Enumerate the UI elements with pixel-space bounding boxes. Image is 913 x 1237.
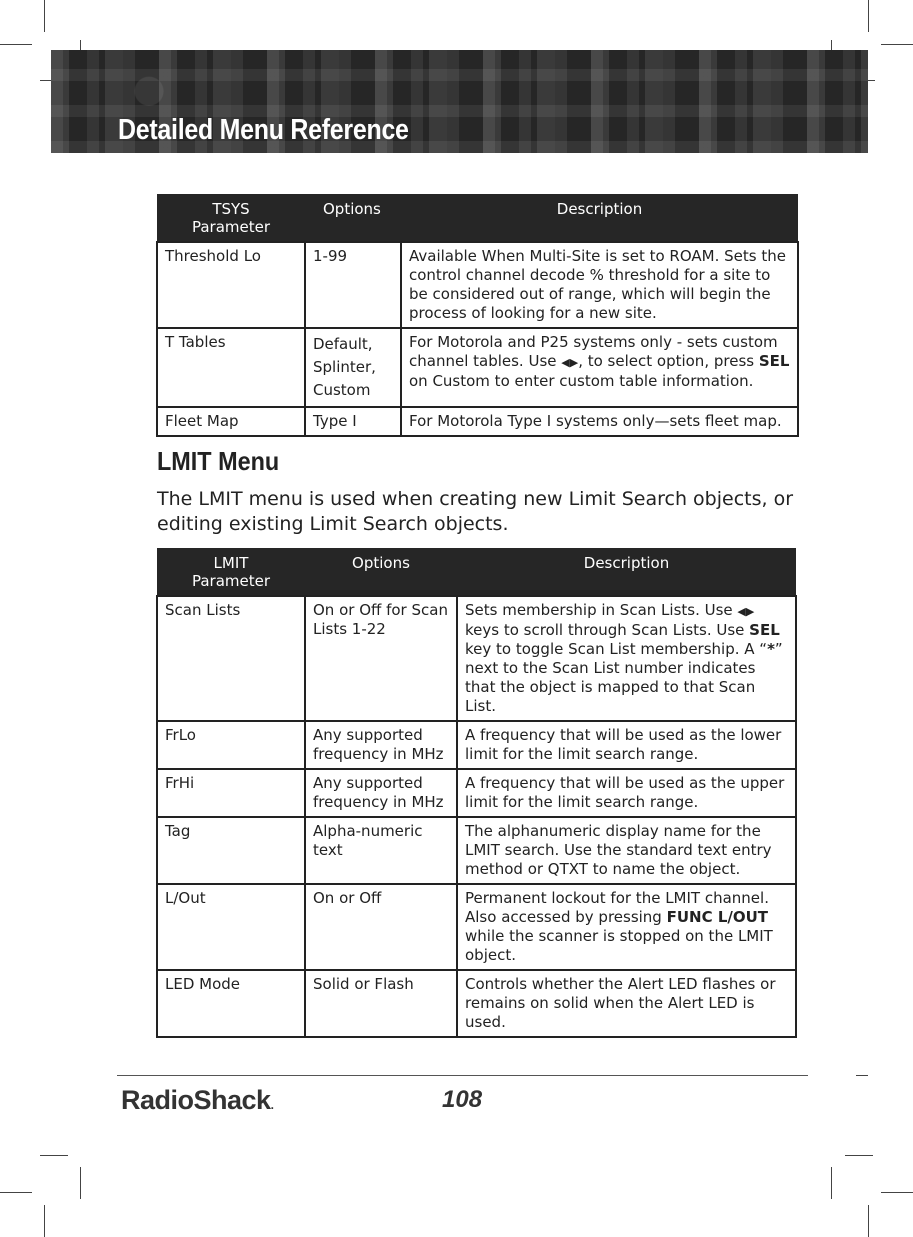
param-cell: Fleet Map [157,407,305,436]
crop-mark [44,1205,45,1237]
crop-mark [881,1192,913,1193]
crop-mark [0,44,32,45]
logo-dot: . [270,1098,274,1112]
table-header-row [157,548,796,596]
param-cell: L/Out [157,884,305,970]
param-cell: T Tables [157,328,305,407]
param-cell: Threshold Lo [157,242,305,328]
param-cell: Tag [157,817,305,884]
description-cell: Permanent lockout for the LMIT channel. Also accessed by pressing FUNC L/OUT while the scanner is stopped on the LMIT object. [457,884,796,970]
param-cell: Scan Lists [157,596,305,721]
crop-mark [881,44,913,45]
options-cell: Default, Splinter, Custom [305,328,401,407]
column-header: Options [305,194,401,242]
left-right-arrows-icon: ◀▶ [737,605,755,618]
column-header: Description [401,194,798,242]
options-cell: On or Off for Scan Lists 1-22 [305,596,457,721]
table-row [157,817,796,884]
table-row [157,970,796,1037]
asterisk-symbol: * [767,640,775,658]
description-cell: Available When Multi-Site is set to ROAM. Sets the control channel decode % threshold for a site to be considered out of range, which will begin the process of looking for a new site. [401,242,798,328]
options-cell: On or Off [305,884,457,970]
crop-mark [0,1192,32,1193]
options-cell: Type I [305,407,401,436]
description-cell: A frequency that will be used as the lower limit for the limit search range. [457,721,796,769]
crop-mark [80,1167,81,1199]
crop-mark [845,1155,873,1156]
crop-mark [40,1155,68,1156]
table-row [157,328,798,407]
footer-divider [117,1075,808,1076]
table-row [157,596,796,721]
crop-mark [44,0,45,32]
table-header-row [157,194,798,242]
options-cell: Alpha-numeric text [305,817,457,884]
section-heading: LMIT Menu [157,446,280,476]
description-cell: Sets membership in Scan Lists. Use ◀▶ keys to scroll through Scan Lists. Use SEL key to toggle Scan List membership. A “*” next to the Scan List number indicates that the object is mapped to that Scan List. [457,596,796,721]
table-row [157,884,796,970]
page-title: Detailed Menu Reference [118,114,409,146]
options-cell: Any supported frequency in MHz [305,721,457,769]
left-right-arrows-icon: ◀▶ [561,356,579,369]
param-cell: FrLo [157,721,305,769]
description-cell: The alphanumeric display name for the LMIT search. Use the standard text entry method or QTXT to name the object. [457,817,796,884]
description-cell: For Motorola Type I systems only—sets fleet map. [401,407,798,436]
crop-mark [868,0,869,32]
crop-mark [831,1167,832,1199]
tsys-table [156,194,799,437]
lmit-table [156,548,797,1038]
sel-key-label: SEL [758,352,790,370]
description-cell: For Motorola and P25 systems only - sets custom channel tables. Use ◀▶, to select option, press SEL on Custom to enter custom table information. [401,328,798,407]
param-cell: FrHi [157,769,305,817]
param-cell: LED Mode [157,970,305,1037]
column-header: Description [457,548,796,596]
column-header: TSYS Parameter [157,194,305,242]
crop-mark [868,1205,869,1237]
options-cell: Solid or Flash [305,970,457,1037]
table-row [157,769,796,817]
options-cell: Any supported frequency in MHz [305,769,457,817]
column-header: Options [305,548,457,596]
sel-key-label: SEL [749,621,780,639]
crop-mark [856,1075,868,1076]
brand-logo: RadioShack. [121,1085,274,1115]
column-header: LMIT Parameter [157,548,305,596]
func-lout-key-label: FUNC L/OUT [666,908,769,926]
description-cell: Controls whether the Alert LED flashes or remains on solid when the Alert LED is used. [457,970,796,1037]
table-row [157,721,796,769]
page-number: 108 [442,1086,483,1113]
section-intro: The LMIT menu is used when creating new Limit Search objects, or editing existing Limit Search objects. [157,488,793,535]
table-row [157,407,798,436]
description-cell: A frequency that will be used as the upper limit for the limit search range. [457,769,796,817]
table-row [157,242,798,328]
options-cell: 1-99 [305,242,401,328]
